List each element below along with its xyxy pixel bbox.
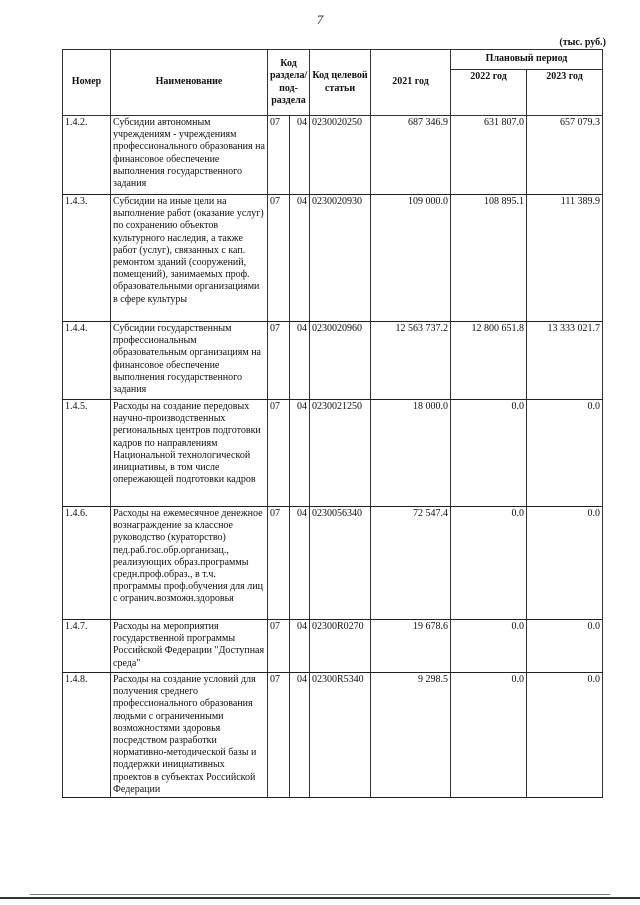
row-target-code: 02300R5340 (310, 673, 371, 798)
row-name: Расходы на создание передовых научно-производственных региональных центров подготовки кадров по направлениям Национальной технологической инициативы, в том числе опережающей подготовки кадров (111, 400, 268, 507)
row-subsection: 04 (290, 507, 310, 620)
row-subsection: 04 (290, 322, 310, 400)
row-number: 1.4.5. (63, 400, 111, 507)
row-value-2021: 9 298.5 (371, 673, 451, 798)
row-value-2023: 0.0 (527, 620, 603, 673)
header-target-code: Код целевой статьи (310, 50, 371, 116)
row-value-2022: 0.0 (451, 620, 527, 673)
row-number: 1.4.4. (63, 322, 111, 400)
row-name: Субсидии государственным профессиональным образовательным организациям на финансовое обеспечение выполнения государственного задания (111, 322, 268, 400)
table-row (63, 322, 603, 400)
header-year-2022: 2022 год (451, 70, 527, 116)
row-number: 1.4.7. (63, 620, 111, 673)
row-name: Расходы на создание условий для получения среднего профессионального образования людьми с ограниченными возможностями здоровья посредством разработки нормативно-методической базы и поддержки инициативных проектов в субъектах Российской Федерации (111, 673, 268, 798)
page-number: 7 (316, 12, 324, 27)
row-target-code: 02300R0270 (310, 620, 371, 673)
bottom-divider-thin (30, 894, 610, 895)
row-value-2021: 19 678.6 (371, 620, 451, 673)
row-value-2022: 0.0 (451, 673, 527, 798)
row-subsection: 04 (290, 116, 310, 195)
row-target-code: 0230021250 (310, 400, 371, 507)
table-row (63, 116, 603, 195)
row-value-2023: 0.0 (527, 673, 603, 798)
row-target-code: 0230056340 (310, 507, 371, 620)
row-name: Расходы на мероприятия государственной программы Российской Федерации "Доступная среда" (111, 620, 268, 673)
row-name: Субсидии на иные цели на выполнение работ (оказание услуг) по сохранению объектов культурного наследия, а также работ (услуг), связанных с кап. ремонтом зданий (сооружений, помещений), занимаемых проф. образовательными организациями в сфере культуры (111, 195, 268, 322)
row-number: 1.4.6. (63, 507, 111, 620)
row-number: 1.4.8. (63, 673, 111, 798)
row-value-2023: 111 389.9 (527, 195, 603, 322)
row-value-2021: 109 000.0 (371, 195, 451, 322)
row-section: 07 (268, 322, 290, 400)
table-row (63, 673, 603, 798)
budget-table (62, 49, 603, 798)
header-plan-period: Плановый период (451, 50, 603, 70)
row-section: 07 (268, 507, 290, 620)
header-section-code: Код раздела/ под- раздела (268, 50, 310, 116)
row-value-2023: 13 333 021.7 (527, 322, 603, 400)
table-body (63, 116, 603, 798)
row-value-2023: 0.0 (527, 507, 603, 620)
row-section: 07 (268, 400, 290, 507)
row-value-2021: 18 000.0 (371, 400, 451, 507)
header-number: Номер (63, 50, 111, 116)
table-row (63, 507, 603, 620)
row-value-2022: 0.0 (451, 400, 527, 507)
row-name: Субсидии автономным учреждениям - учреждениям профессионального образования на финансовое обеспечение выполнения государственного задания (111, 116, 268, 195)
row-target-code: 0230020250 (310, 116, 371, 195)
header-year-2021: 2021 год (371, 50, 451, 116)
header-name: Наименование (111, 50, 268, 116)
row-subsection: 04 (290, 620, 310, 673)
units-label: (тыс. руб.) (559, 37, 606, 48)
row-value-2022: 631 807.0 (451, 116, 527, 195)
row-section: 07 (268, 620, 290, 673)
row-target-code: 0230020960 (310, 322, 371, 400)
table-row (63, 620, 603, 673)
row-number: 1.4.2. (63, 116, 111, 195)
row-name: Расходы на ежемесячное денежное вознаграждение за классное руководство (кураторство) пед.раб.гос.обр.организац., реализующих образ.программы средн.проф.образ., в т.ч. программы проф.обучения для лиц с огранич.возможн.здоровья (111, 507, 268, 620)
row-subsection: 04 (290, 195, 310, 322)
row-value-2023: 657 079.3 (527, 116, 603, 195)
row-target-code: 0230020930 (310, 195, 371, 322)
row-number: 1.4.3. (63, 195, 111, 322)
table-row (63, 195, 603, 322)
row-section: 07 (268, 116, 290, 195)
row-value-2022: 12 800 651.8 (451, 322, 527, 400)
row-value-2022: 108 895.1 (451, 195, 527, 322)
row-section: 07 (268, 195, 290, 322)
row-value-2021: 72 547.4 (371, 507, 451, 620)
row-subsection: 04 (290, 673, 310, 798)
row-value-2022: 0.0 (451, 507, 527, 620)
row-value-2021: 687 346.9 (371, 116, 451, 195)
table-row (63, 400, 603, 507)
row-value-2023: 0.0 (527, 400, 603, 507)
header-year-2023: 2023 год (527, 70, 603, 116)
row-section: 07 (268, 673, 290, 798)
bottom-divider (0, 897, 640, 899)
row-value-2021: 12 563 737.2 (371, 322, 451, 400)
row-subsection: 04 (290, 400, 310, 507)
